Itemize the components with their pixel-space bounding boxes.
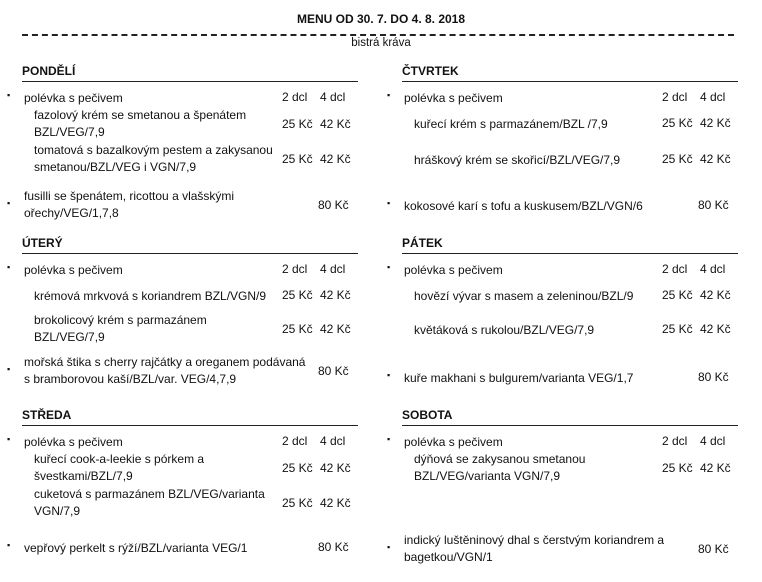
item-name: krémová mrkvová s koriandrem BZL/VGN/9	[34, 289, 267, 303]
day-rule	[402, 81, 738, 82]
item-name: brokolicový krém s parmazánem BZL/VEG/7,9	[34, 313, 207, 344]
price: 80 Kč	[698, 542, 729, 556]
price: 80 Kč	[318, 364, 349, 378]
left-column	[7, 60, 362, 580]
price-small: 25 Kč	[662, 116, 693, 130]
bullet-icon: ▪	[387, 370, 391, 380]
bullet-icon: ▪	[7, 262, 11, 272]
day-rule	[22, 81, 358, 82]
price-large: 42 Kč	[320, 288, 351, 302]
price-large: 42 Kč	[320, 152, 351, 166]
day-thursday	[387, 60, 738, 230]
day-title-friday: PÁTEK	[402, 236, 443, 250]
price: 80 Kč	[698, 370, 729, 384]
price-small: 25 Kč	[282, 288, 313, 302]
price: 80 Kč	[698, 198, 729, 212]
price-small: 25 Kč	[282, 152, 313, 166]
bullet-icon: ▪	[387, 542, 391, 552]
day-title-tuesday: ÚTERÝ	[22, 236, 63, 250]
price: 80 Kč	[318, 198, 349, 212]
price-small: 25 Kč	[282, 117, 313, 131]
size-small: 2 dcl	[662, 262, 688, 276]
day-wednesday	[7, 404, 358, 574]
day-tuesday	[7, 232, 358, 402]
day-title-wednesday: STŘEDA	[22, 408, 72, 422]
right-column	[387, 60, 742, 580]
price: 80 Kč	[318, 540, 349, 554]
bullet-icon: ▪	[387, 434, 391, 444]
day-rule	[402, 425, 738, 426]
price-large: 42 Kč	[700, 322, 731, 336]
size-large: 4 dcl	[700, 434, 726, 448]
price-small: 25 Kč	[662, 152, 693, 166]
size-large: 4 dcl	[320, 262, 346, 276]
item-name: dýňová se zakysanou smetanou BZL/VEG/varianta VGN/7,9	[414, 452, 586, 483]
day-rule	[402, 253, 738, 254]
item-name: květáková s rukolou/BZL/VEG/7,9	[414, 323, 595, 337]
day-rule	[22, 253, 358, 254]
day-friday	[387, 232, 738, 402]
day-saturday	[387, 404, 738, 574]
price-small: 25 Kč	[282, 461, 313, 475]
soup-label: polévka s pečivem	[404, 91, 503, 105]
soup-label: polévka s pečivem	[24, 435, 123, 449]
day-rule	[22, 425, 358, 426]
bullet-icon: ▪	[7, 90, 11, 100]
item-name: kuře makhani s bulgurem/varianta VEG/1,7	[404, 371, 634, 385]
item-name: hráškový krém se skořicí/BZL/VEG/7,9	[414, 153, 621, 167]
restaurant-name: bistrá kráva	[351, 37, 411, 49]
size-large: 4 dcl	[700, 262, 726, 276]
day-title-monday: PONDĚLÍ	[22, 64, 76, 78]
item-name: cuketová s parmazánem BZL/VEG/varianta VGN/7,9	[34, 487, 265, 518]
item-name: kuřecí krém s parmazánem/BZL /7,9	[414, 117, 608, 131]
day-title-saturday: SOBOTA	[402, 408, 453, 422]
size-small: 2 dcl	[662, 434, 688, 448]
price-large: 42 Kč	[700, 288, 731, 302]
size-small: 2 dcl	[282, 262, 308, 276]
bullet-icon: ▪	[7, 434, 11, 444]
item-name: fazolový krém se smetanou a špenátem BZL/VEG/7,9	[34, 108, 247, 139]
item-name: hovězí vývar s masem a zeleninou/BZL/9	[414, 289, 634, 303]
size-small: 2 dcl	[282, 434, 308, 448]
menu-title: MENU OD 30. 7. DO 4. 8. 2018	[296, 12, 466, 26]
price-small: 25 Kč	[662, 461, 693, 475]
bullet-icon: ▪	[387, 90, 391, 100]
item-name: indický luštěninový dhal s čerstvým koriandrem a bagetkou/VGN/1	[404, 533, 665, 564]
price-large: 42 Kč	[700, 461, 731, 475]
item-name: mořská štika s cherry rajčátky a oreganem podávaná s bramborovou kaší/BZL/var. VEG/4,7,9	[24, 355, 306, 386]
price-large: 42 Kč	[320, 496, 351, 510]
price-large: 42 Kč	[320, 117, 351, 131]
soup-label: polévka s pečivem	[404, 263, 503, 277]
day-monday	[7, 60, 358, 230]
soup-label: polévka s pečivem	[24, 91, 123, 105]
price-small: 25 Kč	[662, 322, 693, 336]
price-large: 42 Kč	[700, 152, 731, 166]
price-large: 42 Kč	[700, 116, 731, 130]
bullet-icon: ▪	[7, 364, 11, 374]
soup-label: polévka s pečivem	[24, 263, 123, 277]
item-name: kuřecí cook-a-leekie s pórkem a švestkami/BZL/7,9	[34, 452, 205, 483]
price-large: 42 Kč	[320, 461, 351, 475]
price-small: 25 Kč	[282, 322, 313, 336]
item-name: fusilli se špenátem, ricottou a vlašskými ořechy/VEG/1,7,8	[24, 189, 235, 220]
size-small: 2 dcl	[662, 90, 688, 104]
price-small: 25 Kč	[662, 288, 693, 302]
day-title-thursday: ČTVRTEK	[402, 64, 459, 78]
size-small: 2 dcl	[282, 90, 308, 104]
bullet-icon: ▪	[7, 198, 11, 208]
price-small: 25 Kč	[282, 496, 313, 510]
dashed-divider	[22, 34, 734, 36]
bullet-icon: ▪	[387, 198, 391, 208]
size-large: 4 dcl	[700, 90, 726, 104]
item-name: vepřový perkelt s rýží/BZL/varianta VEG/1	[24, 541, 248, 555]
size-large: 4 dcl	[320, 434, 346, 448]
price-large: 42 Kč	[320, 322, 351, 336]
soup-label: polévka s pečivem	[404, 435, 503, 449]
item-name: tomatová s bazalkovým pestem a zakysanou smetanou/BZL/VEG i VGN/7,9	[34, 143, 273, 174]
size-large: 4 dcl	[320, 90, 346, 104]
bullet-icon: ▪	[7, 540, 11, 550]
item-name: kokosové karí s tofu a kuskusem/BZL/VGN/6	[404, 199, 643, 213]
bullet-icon: ▪	[387, 262, 391, 272]
